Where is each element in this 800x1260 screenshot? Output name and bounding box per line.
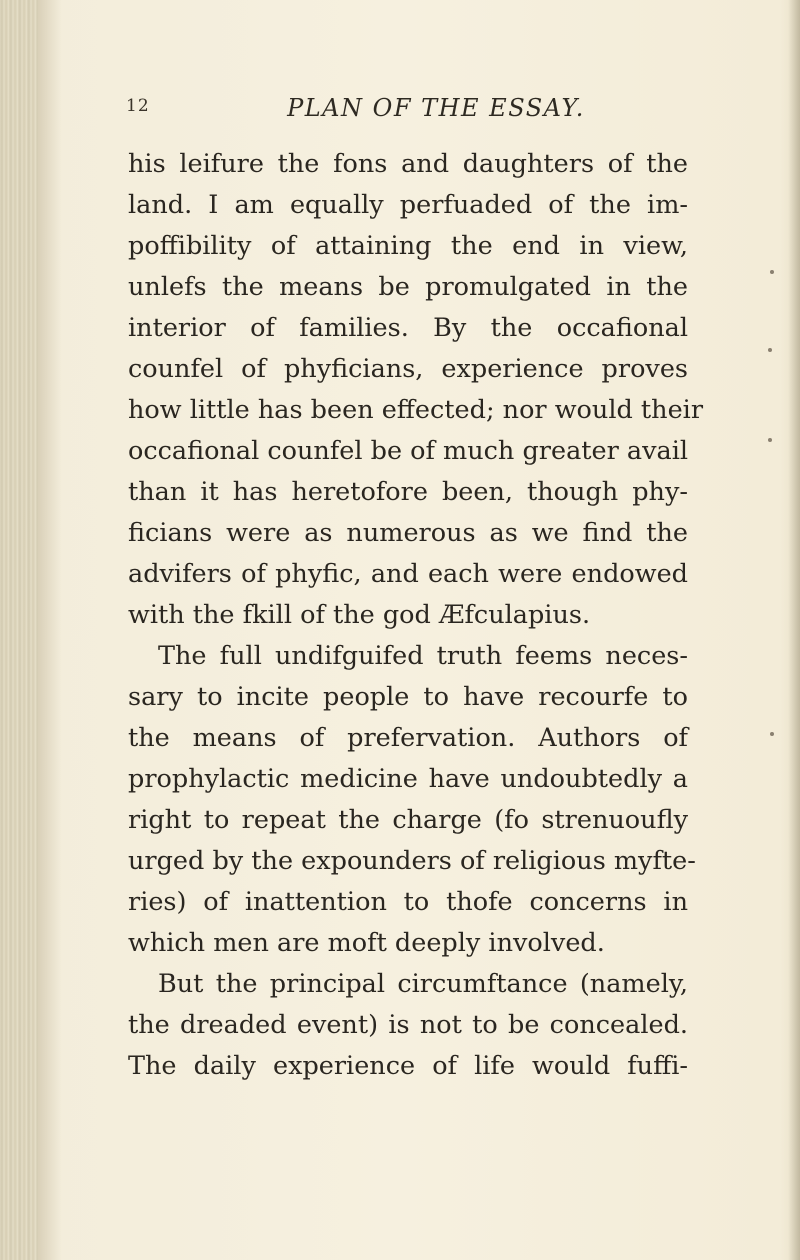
text-line: But the principal circumftance (namely, [158,969,688,999]
text-line: the means of prefervation. Authors of [128,723,688,753]
text-line: advifers of phyfic, and each were endowed [128,559,688,589]
running-title: PLAN OF THE ESSAY. [287,94,585,122]
page-header [126,94,706,134]
page-speck [768,438,772,442]
text-line: ficians were as numerous as we find the [128,518,688,548]
binding-shadow [38,0,62,1260]
text-line: poffibility of attaining the end in view, [128,231,688,261]
text-line: the dreaded event) is not to be concealed. [128,1010,688,1040]
text-line: sary to incite people to have recourfe to [128,682,688,712]
page-number: 12 [126,96,150,116]
page-binding [0,0,38,1260]
text-line: occafional counfel be of much greater avail [128,436,689,466]
text-line: which men are moft deeply involved. [128,928,605,958]
text-line: ries) of inattention to thofe concerns in [128,887,688,917]
text-line: his leifure the fons and daughters of the [128,149,688,179]
text-line: land. I am equally perfuaded of the im- [128,190,688,220]
page-speck [770,270,774,274]
text-line: The full undifguifed truth feems neces- [158,641,688,671]
page-speck [770,732,774,736]
text-line: The daily experience of life would fuffi- [128,1051,688,1081]
text-line: than it has heretofore been, though phy- [128,477,688,507]
page-speck [768,348,772,352]
page-edge [788,0,800,1260]
body-text [128,144,704,1087]
text-line: right to repeat the charge (fo strenuoufly [128,805,688,835]
text-line: interior of families. By the occafional [128,313,688,343]
text-line: unlefs the means be promulgated in the [128,272,688,302]
text-line: prophylactic medicine have undoubtedly a [128,764,688,794]
text-line: urged by the expounders of religious myfte- [128,846,696,876]
text-line: with the fkill of the god Æfculapius. [128,600,591,630]
text-line: how little has been effected; nor would their [128,395,704,425]
text-line: counfel of phyficians, experience proves [128,354,688,384]
